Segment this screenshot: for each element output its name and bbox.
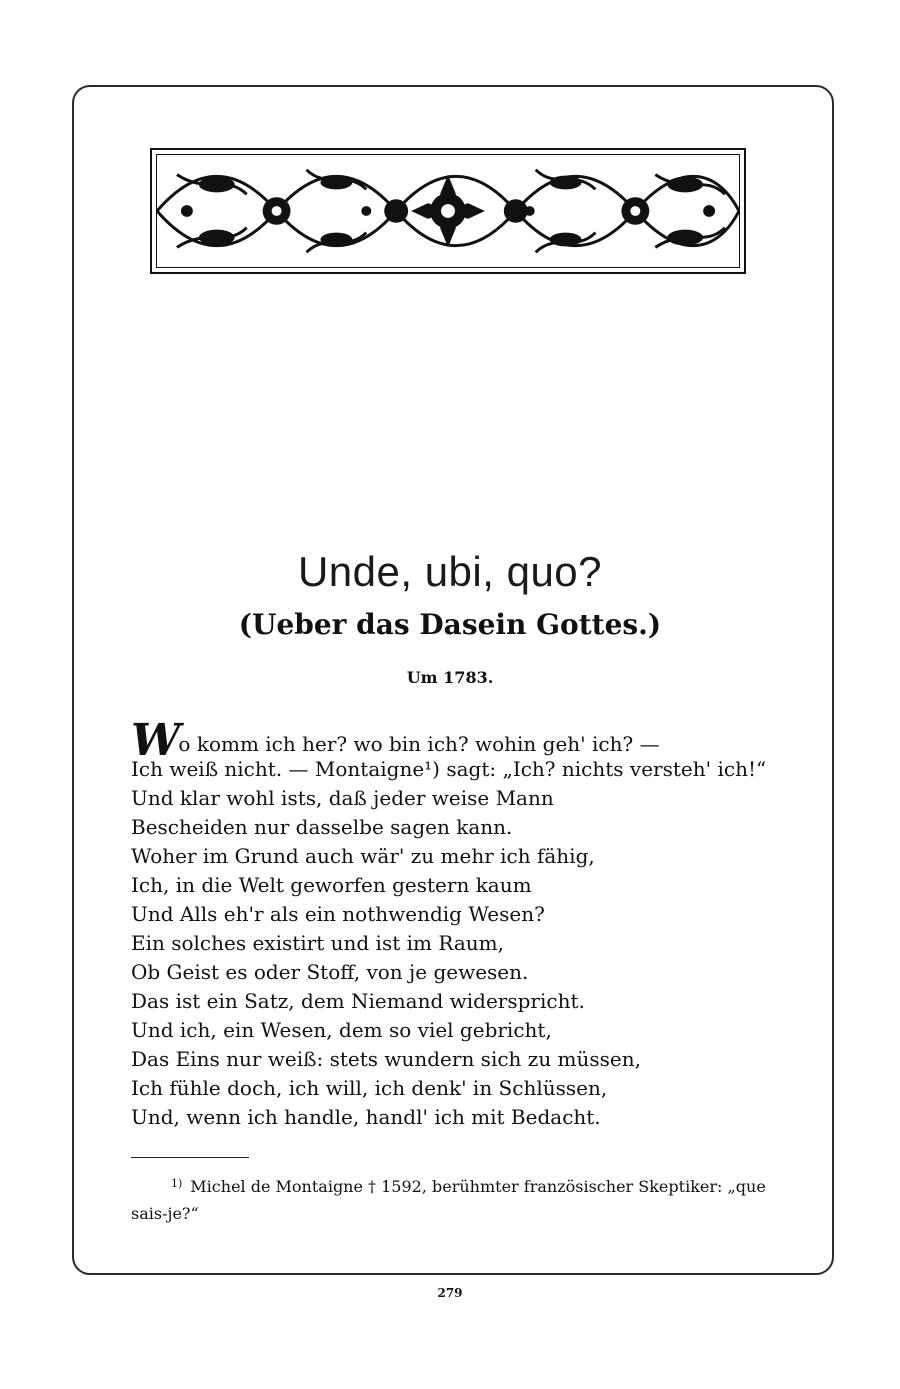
poem-line: Bescheiden nur dasselbe sagen kann.	[131, 815, 513, 839]
poem-line-1	[131, 715, 771, 766]
drop-cap: W	[131, 715, 179, 766]
page-title: Unde, ubi, quo?	[297, 548, 603, 595]
poem-line: Und klar wohl ists, daß jeder weise Mann	[131, 786, 554, 810]
date-line: Um 1783.	[406, 668, 494, 687]
poem-line-1-text: o komm ich her? wo bin ich? wohin geh' ich? —	[178, 732, 660, 756]
poem-line: Ich fühle doch, ich will, ich denk' in Schlüssen,	[131, 1076, 608, 1100]
poem-line: Ein solches existirt und ist im Raum,	[131, 931, 504, 955]
page-number: 279	[437, 1286, 463, 1300]
poem-line: Ich weiß nicht. — Montaigne¹) sagt: „Ich? nichts versteh' ich!“	[131, 757, 767, 781]
page-subtitle: (Ueber das Dasein Gottes.)	[238, 608, 662, 641]
poem-line: Und Alls eh'r als ein nothwendig Wesen?	[131, 902, 545, 926]
footnote	[131, 1170, 783, 1227]
footnote-divider	[131, 1157, 249, 1158]
ornamental-header-banner	[150, 148, 746, 274]
footnote-text: Michel de Montaigne † 1592, berühmter französischer Skeptiker: „que sais-je?“	[131, 1177, 766, 1223]
poem-body	[131, 715, 771, 1132]
poem-line: Woher im Grund auch wär' zu mehr ich fähig,	[131, 844, 595, 868]
poem-line: Ich, in die Welt geworfen gestern kaum	[131, 873, 532, 897]
footnote-mark: 1)	[171, 1177, 183, 1190]
poem-line: Und, wenn ich handle, handl' ich mit Bedacht.	[131, 1105, 601, 1129]
poem-line: Und ich, ein Wesen, dem so viel gebricht,	[131, 1018, 552, 1042]
poem-line: Ob Geist es oder Stoff, von je gewesen.	[131, 960, 529, 984]
poem-line: Das ist ein Satz, dem Niemand widerspricht.	[131, 989, 585, 1013]
poem-line: Das Eins nur weiß: stets wundern sich zu müssen,	[131, 1047, 641, 1071]
ornament-inner-border	[156, 154, 740, 268]
arabesque-ornament-icon	[157, 155, 739, 267]
